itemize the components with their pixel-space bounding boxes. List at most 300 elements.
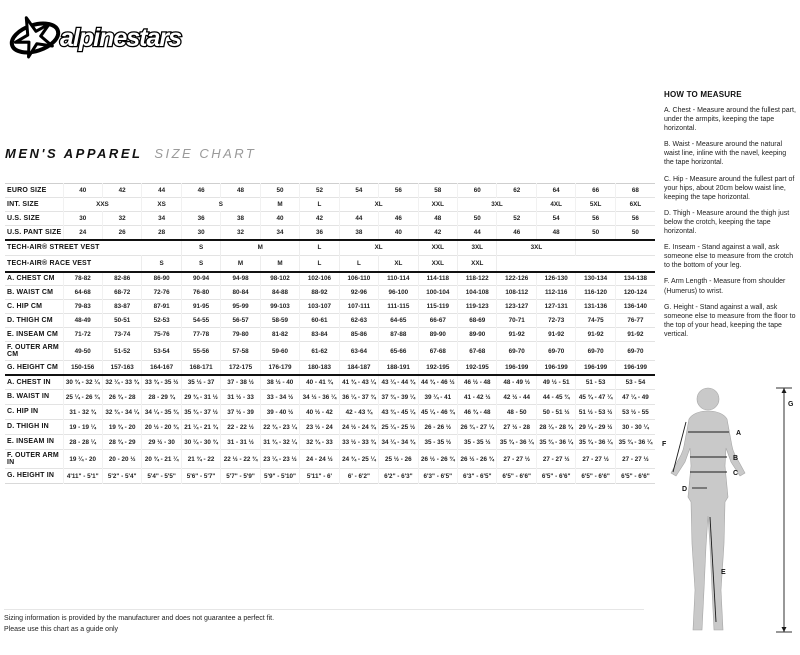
size-cell: 49 ½ - 51: [536, 375, 575, 390]
size-cell: 27 - 27 ½: [536, 450, 575, 469]
row-label-tech-air-street-vest: TECH-AIR® STREET VEST: [7, 244, 100, 252]
size-cell: 83-84: [300, 328, 339, 342]
size-cell: 192-195: [458, 361, 497, 375]
size-cell: 58-59: [260, 314, 299, 328]
how-to-measure-title: HOW TO MEASURE: [664, 90, 742, 99]
size-cell: 27 - 27 ½: [615, 450, 655, 469]
size-cell: 42: [300, 212, 339, 226]
size-cell: S: [181, 198, 260, 212]
size-cell: 46 ¾ - 48: [458, 405, 497, 420]
size-cell: 6'5" - 6'6": [615, 469, 655, 484]
size-cell: 72-76: [142, 286, 181, 300]
size-cell: 114-118: [418, 272, 457, 286]
size-cell: 188-191: [379, 361, 418, 375]
size-chart-table: [5, 183, 655, 484]
size-cell: 38 ½ - 40: [260, 375, 299, 390]
size-cell: 69-70: [615, 342, 655, 361]
size-cell: 42 - 43 ¾: [339, 405, 378, 420]
size-cell: 66-67: [418, 314, 457, 328]
size-cell: 164-167: [142, 361, 181, 375]
figure-label-hip: C: [733, 470, 739, 477]
size-cell: 6'5" - 6'6": [536, 469, 575, 484]
size-cell: 45 ¾ - 47 ¼: [576, 390, 615, 405]
size-cell: 31 - 32 ¾: [63, 405, 102, 420]
size-cell: 85-86: [339, 328, 378, 342]
size-cell: 32: [221, 226, 260, 240]
size-cell: 6'5" - 6'6": [576, 469, 615, 484]
table-row-chest-cm: [5, 272, 655, 286]
size-cell: 3XL: [458, 198, 537, 212]
page-title-primary: MEN'S APPAREL: [5, 146, 143, 161]
size-cell: 39 - 40 ½: [260, 405, 299, 420]
size-cell: 32 ¾ - 34 ¼: [102, 405, 141, 420]
size-cell: 69-70: [497, 342, 536, 361]
size-cell: 64-65: [379, 314, 418, 328]
size-cell: 68-69: [458, 314, 497, 328]
table-row-us-size: [5, 212, 655, 226]
size-cell: 28: [142, 226, 181, 240]
size-cell: 6'3" - 6'5": [418, 469, 457, 484]
size-cell: M: [221, 256, 260, 272]
size-cell: 30 - 30 ¼: [615, 420, 655, 435]
size-cell: 130-134: [576, 272, 615, 286]
size-cell: 51 ½ - 53 ½: [576, 405, 615, 420]
size-cell: 34: [260, 226, 299, 240]
size-cell: 73-74: [102, 328, 141, 342]
row-label-tech-air-race-vest: TECH-AIR® RACE VEST: [7, 259, 92, 267]
size-cell: 83-87: [102, 300, 141, 314]
size-cell: 6'2" - 6'3": [379, 469, 418, 484]
footer-line-2: Please use this chart as a guide only: [4, 625, 119, 633]
footer-disclaimer: [4, 609, 644, 635]
table-row-tech-air-race-vest: [5, 256, 655, 272]
size-cell: 36: [181, 212, 220, 226]
size-cell: 4XL: [536, 198, 575, 212]
size-cell: 87-91: [142, 300, 181, 314]
size-cell: 37 - 38 ½: [221, 375, 260, 390]
size-cell: 80-84: [221, 286, 260, 300]
table-row-height-in: [5, 469, 655, 484]
size-cell: 88-92: [300, 286, 339, 300]
size-cell: 53 - 54: [615, 375, 655, 390]
size-cell: 40 - 41 ¾: [300, 375, 339, 390]
size-cell: 20 ½ - 20 ¾: [142, 420, 181, 435]
row-label-outer-arm-in: F. OUTER ARM IN: [7, 451, 59, 466]
size-cell: 76-80: [181, 286, 220, 300]
size-cell: 35 - 35 ½: [418, 435, 457, 450]
size-cell: 26: [102, 226, 141, 240]
size-cell: XXL: [418, 256, 457, 272]
size-cell: 122-126: [497, 272, 536, 286]
measurement-figure: [648, 384, 798, 646]
size-cell: 5XL: [576, 198, 615, 212]
row-label-height-cm: G. HEIGHT CM: [7, 363, 59, 371]
size-cell: 91-95: [181, 300, 220, 314]
size-cell: 19 ¼ - 20: [63, 450, 102, 469]
size-cell: 58: [418, 184, 457, 198]
size-cell: 48 - 50: [497, 405, 536, 420]
size-cell: 31 ½ - 33: [221, 390, 260, 405]
size-cell: M: [260, 198, 299, 212]
row-label-hip-cm: C. HIP CM: [7, 302, 43, 310]
size-cell: 40: [260, 212, 299, 226]
size-cell: 37 ½ - 39: [221, 405, 260, 420]
size-cell: 50 - 51 ½: [536, 405, 575, 420]
size-cell: 100-104: [418, 286, 457, 300]
size-cell: 48-49: [63, 314, 102, 328]
size-cell: 131-136: [576, 300, 615, 314]
figure-label-height: G: [788, 401, 794, 408]
size-cell: 40: [63, 184, 102, 198]
row-label-chest-cm: A. CHEST CM: [7, 275, 55, 283]
size-cell: 60-61: [300, 314, 339, 328]
size-cell: M: [221, 240, 300, 256]
size-cell: 5'7" - 5'9": [221, 469, 260, 484]
size-cell: 53 ½ - 55: [615, 405, 655, 420]
size-cell: 35 ½ - 37: [181, 375, 220, 390]
size-cell: 34 ¼ - 34 ¾: [379, 435, 418, 450]
size-cell: 25 ¼ - 26 ¾: [63, 390, 102, 405]
measure-instruction: G. Height - Stand against a wall, ask someone else to measure from the floor to the top of your head, keeping the tape vertical.: [664, 303, 796, 338]
table-row-outer-arm-cm: [5, 342, 655, 361]
size-cell: 30: [63, 212, 102, 226]
size-cell: 23 ¼ - 23 ½: [260, 450, 299, 469]
size-cell: 29 ¼ - 29 ½: [576, 420, 615, 435]
size-cell: 44 - 45 ¾: [536, 390, 575, 405]
table-row-inseam-in: [5, 435, 655, 450]
row-label-hip-in: C. HIP IN: [7, 408, 39, 416]
measure-instruction: D. Thigh - Measure around the thigh just below the crotch, keeping the tape horizontal.: [664, 209, 790, 236]
size-cell: S: [142, 256, 181, 272]
how-to-measure-panel: [664, 90, 797, 346]
table-row-hip-in: [5, 405, 655, 420]
size-cell: 34: [142, 212, 181, 226]
size-cell: 102-106: [300, 272, 339, 286]
row-label-euro-size: EURO SIZE: [7, 186, 47, 194]
size-cell: 48: [221, 184, 260, 198]
size-cell: 24 ½ - 24 ¾: [339, 420, 378, 435]
size-cell: XXL: [418, 240, 457, 256]
logo-wordmark: alpinestars: [60, 24, 182, 52]
size-cell: 103-107: [300, 300, 339, 314]
row-label-waist-in: B. WAIST IN: [7, 393, 50, 401]
size-cell: 75-76: [142, 328, 181, 342]
size-cell: 35 - 35 ½: [458, 435, 497, 450]
size-cell: 64: [536, 184, 575, 198]
size-cell: XXL: [418, 198, 457, 212]
measure-instruction: A. Chest - Measure around the fullest part, under the armpits, keeping the tape horizontal.: [664, 107, 796, 133]
table-row-chest-in: [5, 375, 655, 390]
size-cell: 47 ¼ - 49: [615, 390, 655, 405]
size-cell: 24: [63, 226, 102, 240]
size-cell: 112-116: [536, 286, 575, 300]
size-cell: 52: [497, 212, 536, 226]
size-cell: 123-127: [497, 300, 536, 314]
size-cell: 196-199: [576, 361, 615, 375]
row-label-thigh-in: D. THIGH IN: [7, 423, 49, 431]
size-cell: 108-112: [497, 286, 536, 300]
size-cell: 56: [576, 212, 615, 226]
size-cell: 46: [379, 212, 418, 226]
size-cell: S: [181, 240, 220, 256]
size-cell: 6XL: [615, 198, 655, 212]
measure-instruction: F. Arm Length - Measure from shoulder (Humerus) to wrist.: [664, 278, 786, 295]
size-cell: 184-187: [339, 361, 378, 375]
size-cell: 56: [615, 212, 655, 226]
size-cell: 23 ½ - 24: [300, 420, 339, 435]
size-cell: 44: [142, 184, 181, 198]
size-cell: 87-88: [379, 328, 418, 342]
size-cell: 67-68: [458, 342, 497, 361]
row-label-us-size: U.S. SIZE: [7, 214, 40, 222]
size-cell: 46: [181, 184, 220, 198]
row-label-chest-in: A. CHEST IN: [7, 378, 51, 386]
size-cell: M: [260, 256, 299, 272]
table-row-outer-arm-in: [5, 450, 655, 469]
size-cell: XS: [142, 198, 181, 212]
size-cell: 22 ¾ - 23 ¼: [260, 420, 299, 435]
size-cell: 49-50: [63, 342, 102, 361]
size-cell: 84-88: [260, 286, 299, 300]
size-cell: 192-195: [418, 361, 457, 375]
size-cell: 38: [339, 226, 378, 240]
size-cell: 119-123: [458, 300, 497, 314]
size-cell: L: [300, 198, 339, 212]
size-cell: 19 - 19 ¼: [63, 420, 102, 435]
size-cell: 34 ¼ - 35 ¾: [142, 405, 181, 420]
size-cell: 59-60: [260, 342, 299, 361]
size-cell: 74-75: [576, 314, 615, 328]
size-cell: 60: [458, 184, 497, 198]
size-cell: 35 ¾ - 37 ½: [181, 405, 220, 420]
size-cell: 134-138: [615, 272, 655, 286]
table-row-inseam-cm: [5, 328, 655, 342]
size-cell: 54-55: [181, 314, 220, 328]
figure-label-inseam: E: [721, 569, 726, 576]
size-cell: 41 - 42 ½: [458, 390, 497, 405]
size-cell: 136-140: [615, 300, 655, 314]
table-body: [5, 184, 655, 484]
size-cell: 62-63: [339, 314, 378, 328]
size-cell: 6'3" - 6'5": [458, 469, 497, 484]
size-cell: 5'2" - 5'4": [102, 469, 141, 484]
size-cell: 36: [300, 226, 339, 240]
size-table: [5, 183, 655, 484]
size-cell: 55-56: [181, 342, 220, 361]
size-cell: 5'11" - 6': [300, 469, 339, 484]
size-cell: 30: [181, 226, 220, 240]
size-cell: 43 ¾ - 45 ¼: [379, 405, 418, 420]
size-cell: 6' - 6'2": [339, 469, 378, 484]
size-cell: 31 ¾ - 32 ¼: [260, 435, 299, 450]
size-cell: 96-100: [379, 286, 418, 300]
size-cell: 35 ¾ - 36 ¼: [497, 435, 536, 450]
size-cell: 107-111: [339, 300, 378, 314]
size-cell: 28 ¼ - 28 ¾: [536, 420, 575, 435]
size-cell: S: [181, 256, 220, 272]
size-cell: 52: [300, 184, 339, 198]
size-cell: 25 ½ - 26: [379, 450, 418, 469]
size-cell: 32 ¾ - 33: [300, 435, 339, 450]
size-cell: 48: [536, 226, 575, 240]
size-cell: 3XL: [458, 240, 497, 256]
size-cell: 42 ½ - 44: [497, 390, 536, 405]
size-cell: 22 ½ - 22 ¾: [221, 450, 260, 469]
size-cell: 69-70: [576, 342, 615, 361]
size-cell: 61-62: [300, 342, 339, 361]
table-row-waist-cm: [5, 286, 655, 300]
size-cell: 5'4" - 5'5": [142, 469, 181, 484]
measure-instruction: B. Waist - Measure around the natural waist line, inline with the navel, keeping the tape horizontal.: [664, 141, 787, 167]
size-cell: 21 ¼ - 21 ¾: [181, 420, 220, 435]
measure-list: [664, 106, 797, 339]
size-cell: 32: [102, 212, 141, 226]
size-cell: 27 - 27 ½: [497, 450, 536, 469]
size-cell: 28 ¾ - 29: [102, 435, 141, 450]
size-cell: 150-156: [63, 361, 102, 375]
size-cell: 91-92: [615, 328, 655, 342]
table-row-tech-air-street-vest: [5, 240, 655, 256]
size-cell: 44 ¾ - 46 ½: [418, 375, 457, 390]
size-cell: 68: [615, 184, 655, 198]
size-cell: 26 ½ - 26 ¾: [418, 450, 457, 469]
row-label-height-in: G. HEIGHT IN: [7, 472, 55, 480]
size-cell: 20 ¾ - 21 ¼: [142, 450, 181, 469]
size-cell: 196-199: [615, 361, 655, 375]
size-cell: 67-68: [418, 342, 457, 361]
size-cell: 62: [497, 184, 536, 198]
size-cell: 86-90: [142, 272, 181, 286]
size-cell: 42: [418, 226, 457, 240]
size-cell: 79-80: [221, 328, 260, 342]
size-cell: 54: [339, 184, 378, 198]
size-cell: 30 ¼ - 30 ¾: [181, 435, 220, 450]
size-cell: 72-73: [536, 314, 575, 328]
size-cell: 50: [260, 184, 299, 198]
size-cell: 5'6" - 5'7": [181, 469, 220, 484]
size-cell: 56: [379, 184, 418, 198]
size-cell: 34 ½ - 36 ¼: [300, 390, 339, 405]
table-row-euro-size: [5, 184, 655, 198]
size-cell: 33 - 34 ½: [260, 390, 299, 405]
size-cell: 31 - 31 ½: [221, 435, 260, 450]
size-cell: XL: [339, 198, 418, 212]
size-cell: 89-90: [458, 328, 497, 342]
size-cell: 91-92: [536, 328, 575, 342]
table-row-hip-cm: [5, 300, 655, 314]
size-cell: 4'11" - 5'1": [63, 469, 102, 484]
size-cell: 66: [576, 184, 615, 198]
size-cell: 76-77: [615, 314, 655, 328]
size-cell: 22 - 22 ½: [221, 420, 260, 435]
size-cell: 24 ¾ - 25 ¼: [339, 450, 378, 469]
size-cell: 51 - 53: [576, 375, 615, 390]
size-cell: 180-183: [300, 361, 339, 375]
row-label-us-pant-size: U.S. PANT SIZE: [7, 228, 62, 236]
size-cell: 20 - 20 ½: [102, 450, 141, 469]
size-cell: XL: [379, 256, 418, 272]
size-cell: 104-108: [458, 286, 497, 300]
size-cell: 50: [458, 212, 497, 226]
size-cell: 176-179: [260, 361, 299, 375]
size-cell: 120-124: [615, 286, 655, 300]
size-cell: 42: [102, 184, 141, 198]
row-label-waist-cm: B. WAIST CM: [7, 288, 54, 296]
alpinestars-logo: [8, 12, 208, 64]
size-cell: XXL: [458, 256, 497, 272]
size-cell: 196-199: [536, 361, 575, 375]
size-cell: 94-98: [221, 272, 260, 286]
page-title: [5, 146, 256, 161]
size-cell: L: [300, 256, 339, 272]
size-cell: 110-114: [379, 272, 418, 286]
size-cell: 91-92: [497, 328, 536, 342]
size-cell: 24 - 24 ½: [300, 450, 339, 469]
size-cell: 36 ¼ - 37 ¾: [339, 390, 378, 405]
size-cell: 71-72: [63, 328, 102, 342]
size-cell: 27 ½ - 28: [497, 420, 536, 435]
size-cell: 48 - 49 ½: [497, 375, 536, 390]
size-cell: 44: [458, 226, 497, 240]
size-cell: 157-163: [102, 361, 141, 375]
size-cell: 56-57: [221, 314, 260, 328]
size-cell: 46 ½ - 48: [458, 375, 497, 390]
body-silhouette-icon: [648, 384, 798, 646]
figure-label-chest: A: [736, 430, 742, 437]
size-cell: 127-131: [536, 300, 575, 314]
size-cell: 63-64: [339, 342, 378, 361]
size-cell: 172-175: [221, 361, 260, 375]
measure-instruction: C. Hip - Measure around the fullest part of your hips, about 20cm below waist line, keeping the tape horizontal.: [664, 175, 795, 201]
size-cell: 35 ¾ - 36 ¼: [536, 435, 575, 450]
size-cell: 48: [418, 212, 457, 226]
size-cell: 168-171: [181, 361, 220, 375]
figure-label-waist: B: [733, 455, 739, 462]
size-cell: 38: [221, 212, 260, 226]
measure-instruction: E. Inseam - Stand against a wall, ask someone else to measure from the crotch to the bottom of your leg.: [664, 244, 794, 270]
size-cell: 99-103: [260, 300, 299, 314]
size-cell: 30 ¾ - 32 ¼: [63, 375, 102, 390]
size-cell: 40: [379, 226, 418, 240]
size-cell: 26 ½ - 26 ¾: [458, 450, 497, 469]
size-cell: 32 ¼ - 33 ¾: [102, 375, 141, 390]
size-cell: 27 - 27 ½: [576, 450, 615, 469]
size-cell: 64-68: [63, 286, 102, 300]
page-title-secondary: SIZE CHART: [154, 146, 257, 161]
size-cell: 51-52: [102, 342, 141, 361]
size-cell: 82-86: [102, 272, 141, 286]
size-cell: 98-102: [260, 272, 299, 286]
size-cell: 111-115: [379, 300, 418, 314]
table-row-thigh-in: [5, 420, 655, 435]
size-cell: 26 - 26 ½: [418, 420, 457, 435]
size-cell: 65-66: [379, 342, 418, 361]
row-label-outer-arm-cm: F. OUTER ARM CM: [7, 343, 59, 358]
size-cell: 29 ½ - 30: [142, 435, 181, 450]
size-cell: 116-120: [576, 286, 615, 300]
table-row-thigh-cm: [5, 314, 655, 328]
size-cell: 77-78: [181, 328, 220, 342]
table-row-height-cm: [5, 361, 655, 375]
size-cell: 126-130: [536, 272, 575, 286]
size-cell: 57-58: [221, 342, 260, 361]
size-cell: 79-83: [63, 300, 102, 314]
size-cell: 6'5" - 6'6": [497, 469, 536, 484]
size-cell: 39 ¼ - 41: [418, 390, 457, 405]
size-cell: 21 ¾ - 22: [181, 450, 220, 469]
size-cell: 28 - 29 ¾: [142, 390, 181, 405]
size-cell: 68-72: [102, 286, 141, 300]
